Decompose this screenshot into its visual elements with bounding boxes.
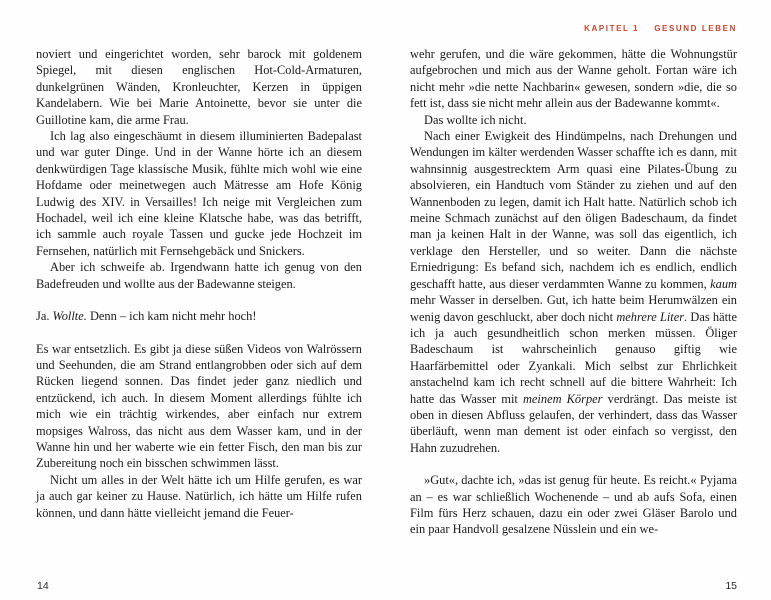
emphasized-text: meinem Körper [522, 391, 603, 406]
paragraph [36, 259, 362, 292]
text-segment: »Gut«, dachte ich, »das ist genug für heute. Es reicht.« Pyjama an – es war schließlich Wochenende – und ab aufs Sofa, einen Film fürs Herz schauen, dazu ein oder zwei Gläser Barolo und ein paar Handvoll gesalzene Nüsslein und ein we- [410, 473, 737, 537]
chapter-number: KAPITEL 1 [584, 24, 640, 33]
text-segment: Es war entsetzlich. Es gibt ja diese süßen Videos von Walrössern und Seehunden, die am Strand entlangrobben oder sich auf dem Rücken liegend sonnen. Das findet jeder ganz niedlich und entzückend, ich auch. In diesem Moment allerdings fühlte ich mich wie ein trächtig wirkendes, aber einfach nur extrem mopsiges Walross, das nicht aus dem Wasser kam, und in der Wanne hin und her waberte wie ein fetter Fisch, den man bis zur Zubereitung noch ein bisschen schwimmen lässt. [36, 341, 362, 471]
paragraph [410, 112, 737, 128]
text-segment: Das wollte ich nicht. [424, 112, 527, 127]
text-segment: Ich lag also eingeschäumt in diesem illuminierten Badepalast und war guter Dinge. Und in der Wanne hörte ich an diesem denkwürdigen Tage klassische Musik, fühlte mich wohl wie eine Hofdame oder meinetwegen auch Mätresse am Hofe König Ludwig des XIV. in Versailles! Ich neige mit Vergleichen zum Hochadel, weil ich eine kleine Klatsche habe, was das betrifft, ich sammle auch royale Tassen und gucke jede Hochzeit im Fernsehen, natürlich mit Fernsehgebäck und Snickers. [36, 129, 362, 258]
text-segment: Nach einer Ewigkeit des Hindümpelns, nach Drehungen und Wendungen im kälter werdenden Wasser schaffte ich es dann, mit wahnsinnig ausgestrecktem Arm quasi eine Pilates-Übung zu absolvieren, ein Handtuch vom Ständer zu ziehen und auf den Wannenboden zu legen, damit ich Halt hatte. Natürlich schob ich meine Schmach zunächst auf den öligen Badeschaum, da findet man ja keinen Halt in der Wanne, was soll das eigentlich, ich verklage den Hersteller, und so weiter. Dann die nächste Erniedrigung: Es befand sich, nachdem ich es endlich, endlich geschafft hatte, aus dieser verdammten Wanne zu kommen, [410, 129, 737, 291]
chapter-header [584, 24, 737, 33]
paragraph [36, 308, 362, 324]
right-page-text [410, 46, 737, 538]
paragraph [36, 472, 362, 521]
left-page-text [36, 46, 362, 521]
text-segment: . Das hätte ich ja auch gesundheitlich schon merken müssen. Öliger Badeschaum ist wahrscheinlich genauso giftig wie Haarfärbemittel oder Zyankali. Mich selbst zur Ehrlichkeit anstachelnd kam ich recht schnell auf die bittere Wahrheit: Ich hatte das Wasser mit [410, 309, 737, 406]
text-segment: noviert und eingerichtet worden, sehr barock mit goldenem Spiegel, mit diesen englischen Hot-Cold-Armaturen, dunkelgrünen Wänden, Kronleuchter, Kerzen in üppigen Kandelabern. Wie bei Marie Antoinette, bevor sie unter die Guillotine kam, die arme Frau. [36, 47, 362, 127]
text-segment: Nicht um alles in der Welt hätte ich um Hilfe gerufen, es war ja auch gar keiner zu Hause. Natürlich, ich hätte um Hilfe rufen können, und dann hätte vielleicht jemand die Feuer- [36, 472, 362, 520]
text-segment: Denn – ich kam nicht mehr hoch! [86, 309, 257, 324]
emphasized-text: Wollte. [52, 309, 87, 324]
text-segment: wehr gerufen, und die wäre gekommen, hätte die Wohnungstür aufgebrochen und mich aus der Wanne geholt. Fortan wäre ich nicht mehr »die nette Nachbarin« gewesen, sondern »die, die so fett ist, dass sie nicht mehr allein aus der Badewanne kommt«. [410, 47, 737, 111]
emphasized-text: kaum [710, 276, 737, 291]
text-segment: mehr Wasser in derselben. Gut, ich hatte beim Herumwälzen ein wenig davon geschluckt, aber doch nicht [410, 293, 737, 324]
page-number-left: 14 [37, 580, 49, 592]
chapter-title: GESUND LEBEN [654, 24, 737, 33]
paragraph [36, 341, 362, 472]
emphasized-text: mehrere Liter [616, 309, 685, 324]
page-number-right: 15 [725, 580, 737, 592]
text-segment: Aber ich schweife ab. Irgendwann hatte ich genug von den Badefreuden und wollte aus der Badewanne steigen. [36, 260, 362, 291]
paragraph [36, 46, 362, 128]
paragraph [36, 128, 362, 259]
paragraph [410, 128, 737, 456]
paragraph [410, 46, 737, 112]
text-segment: Ja. [36, 309, 53, 324]
text-segment: verdrängt. Das meiste ist oben in diesen Abfluss gelaufen, der verhindert, dass das Wasser überläuft, wenn man dement ist oder einfach so vergisst, den Hahn zuzudrehen. [410, 391, 737, 455]
paragraph [410, 472, 737, 538]
